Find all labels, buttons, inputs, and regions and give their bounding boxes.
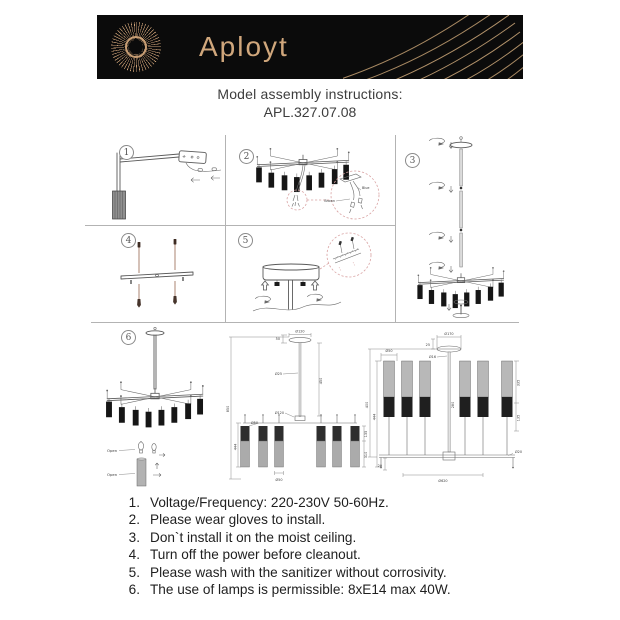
svg-text:444: 444 — [233, 443, 238, 451]
instruction-item — [118, 494, 558, 511]
canopy-drawing — [253, 264, 341, 311]
front-view-drawing — [241, 337, 360, 467]
assembly-diagram-grid — [85, 133, 525, 491]
instruction-number: 3. — [128, 529, 140, 545]
svg-text:310: 310 — [364, 451, 368, 459]
svg-text:Ø50: Ø50 — [251, 421, 258, 425]
step-number-1: 1 — [119, 145, 134, 160]
svg-text:Ø120: Ø120 — [295, 329, 305, 334]
instruction-text: Don`t install it on the moist ceiling. — [150, 529, 357, 545]
step4-diagram — [87, 229, 223, 319]
side-view-drawing — [379, 346, 515, 468]
chandelier-drawing — [256, 148, 349, 192]
svg-text:400: 400 — [365, 401, 369, 409]
wire-label-blue: Blue — [362, 186, 370, 190]
dimension-drawing-front — [225, 327, 371, 489]
grid-line-vertical — [395, 135, 396, 322]
instruction-item — [118, 546, 558, 563]
step-number-3: 3 — [405, 153, 420, 168]
svg-text:135: 135 — [364, 430, 368, 438]
svg-text:335: 335 — [516, 379, 521, 387]
brand-banner — [97, 15, 523, 79]
svg-text:Ø25: Ø25 — [275, 372, 282, 376]
page-subtitle: Model assembly instructions: — [217, 86, 403, 102]
grid-line-horizontal — [91, 322, 519, 323]
wire-splice-drawing — [340, 174, 363, 213]
instruction-number: 1. — [128, 495, 140, 510]
instruction-item — [118, 511, 558, 528]
svg-text:Ø120: Ø120 — [274, 411, 284, 415]
instruction-number: 6. — [128, 582, 140, 598]
grid-line-vertical — [225, 135, 226, 322]
grid-line-horizontal — [85, 225, 396, 226]
svg-text:135: 135 — [516, 414, 521, 422]
step-number-5: 5 — [238, 233, 253, 248]
svg-text:Ø620: Ø620 — [438, 479, 448, 483]
open-label-bulb: Open — [107, 448, 118, 453]
svg-text:25: 25 — [425, 343, 430, 347]
slide-arrow-icon — [191, 178, 200, 183]
wiring-detail-circle — [331, 171, 379, 219]
instruction-text: Turn off the power before cleanout. — [150, 547, 361, 563]
step-number-2: 2 — [239, 149, 254, 164]
instruction-text: The use of lamps is permissible: 8xE14 max 40W. — [150, 582, 451, 598]
wire-label-brown: Brown — [324, 199, 335, 203]
instruction-item — [118, 581, 558, 598]
brand-name: Aployt — [199, 31, 289, 62]
bulb-install-drawing — [107, 441, 165, 457]
screw-detail-drawing — [333, 237, 361, 271]
instruction-text: Please wear gloves to install. — [150, 512, 326, 528]
step6-diagram — [95, 325, 221, 489]
step1-diagram — [87, 137, 223, 223]
screw-detail-circle — [327, 233, 371, 277]
instruction-number: 4. — [128, 547, 140, 563]
step2-diagram — [227, 137, 393, 223]
instruction-item — [118, 529, 558, 546]
svg-text:50: 50 — [275, 337, 280, 341]
shade-install-drawing — [107, 458, 161, 486]
wiring-callout-circle — [287, 190, 307, 210]
svg-text:Ø50: Ø50 — [275, 478, 283, 482]
svg-text:Ø170: Ø170 — [444, 332, 454, 336]
svg-text:Ø20: Ø20 — [515, 450, 522, 454]
instruction-number: 5. — [128, 564, 140, 580]
svg-text:280: 280 — [451, 401, 455, 409]
svg-text:444: 444 — [372, 413, 377, 421]
slide-arrow-icon — [211, 176, 220, 181]
instruction-text: Please wash with the sanitizer without corrosivity. — [150, 564, 447, 580]
instruction-item — [118, 564, 558, 581]
step-number-4: 4 — [121, 233, 136, 248]
svg-text:Ø50: Ø50 — [385, 349, 393, 353]
exploded-assembly-drawing — [417, 137, 504, 318]
dimension-drawing-side — [363, 325, 523, 491]
arm-drawing — [113, 151, 222, 219]
svg-text:Ø16: Ø16 — [429, 355, 436, 359]
banner-rays-decoration — [343, 15, 523, 79]
finished-chandelier-drawing — [106, 327, 204, 427]
svg-text:450: 450 — [319, 377, 323, 385]
svg-text:20: 20 — [377, 464, 382, 468]
step-number-6: 6 — [121, 330, 136, 345]
instruction-number: 2. — [128, 512, 140, 528]
instructions-list — [118, 494, 558, 598]
instruction-text: Voltage/Frequency: 220-230V 50-60Hz. — [150, 495, 389, 510]
model-number: APL.327.07.08 — [263, 104, 357, 120]
svg-text:850: 850 — [226, 405, 230, 413]
open-label-shade: Open — [107, 472, 118, 477]
starburst-logo-icon — [111, 22, 161, 72]
bracket-drawing — [121, 239, 193, 308]
